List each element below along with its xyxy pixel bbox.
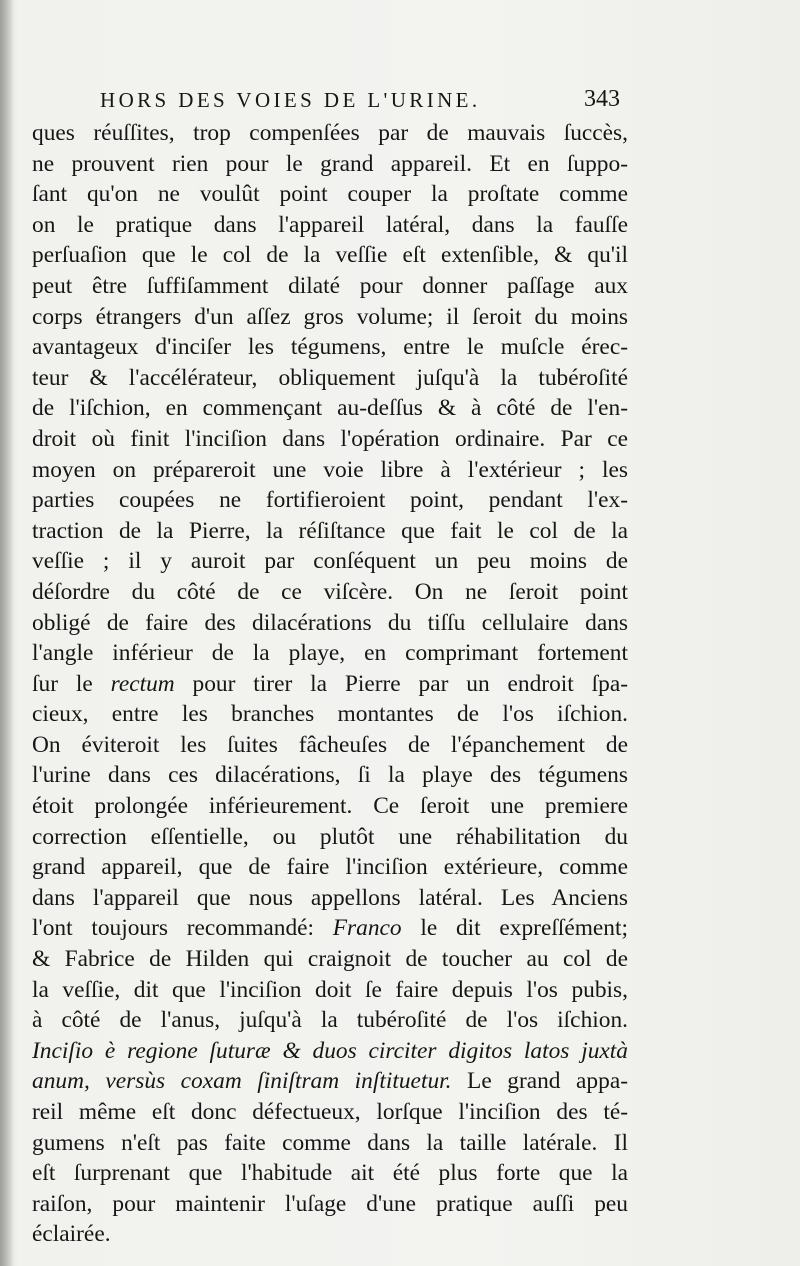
text-line: droit où finit l'inciſion dans l'opération ordinaire. Par ce	[32, 425, 628, 452]
text-line: corps étrangers d'un aſſez gros volume; il ſeroit du moins	[32, 303, 628, 330]
text-line: la veſſie, dit que l'inciſion doit ſe faire depuis l'os pubis,	[32, 976, 628, 1003]
text-line: traction de la Pierre, la réſiſtance que fait le col de la	[32, 517, 628, 544]
text-line: étoit prolongée inférieurement. Ce ſeroit une premiere	[32, 793, 628, 820]
spine-shadow	[0, 0, 14, 1266]
text-line: ne prouvent rien pour le grand appareil. Et en ſuppo-	[32, 150, 628, 177]
text-line: l'angle inférieur de la playe, en comprimant fortement	[32, 640, 628, 667]
text-line	[32, 1066, 628, 1097]
text-line: reil même eſt donc défectueux, lorſque l'inciſion des té-	[32, 1099, 628, 1125]
text-line: cieux, entre les branches montantes de l'os iſchion.	[32, 701, 628, 728]
text-line: eſt ſurprenant que l'habitude ait été plus forte que la	[32, 1160, 628, 1187]
text-line: veſſie ; il y auroit par conſéquent un peu moins de	[32, 548, 628, 575]
text-line: & Fabrice de Hilden qui craignoit de toucher au col de	[32, 946, 628, 973]
text-line: éclairée.	[32, 1221, 111, 1248]
text-line: ſant qu'on ne voulût point couper la proſtate comme	[32, 181, 628, 208]
text-line: dans l'appareil que nous appellons latéral. Les Anciens	[32, 884, 628, 911]
text-line: l'urine dans ces dilacérations, ſi la playe des tégumens	[32, 762, 628, 789]
text-line	[32, 913, 628, 944]
text-line: peut être ſuffiſamment dilaté pour donner paſſage aux	[32, 272, 628, 299]
text-line: gumens n'eſt pas faite comme dans la taille latérale. Il	[32, 1129, 628, 1156]
italic-term: rectum	[110, 670, 175, 697]
text-segment: pour tirer la Pierre par un endroit ſpa-	[174, 670, 628, 697]
text-line: moyen on prépareroit une voie libre à l'extérieur ; les	[32, 456, 628, 483]
text-line: raiſon, pour maintenir l'uſage d'une pratique auſſi peu	[32, 1190, 628, 1217]
italic-term: anum, versùs coxam ſiniſtram inſtituetur.	[32, 1068, 452, 1095]
italic-term: Franco	[332, 915, 402, 942]
text-line	[32, 669, 628, 700]
text-line: avantageux d'inciſer les tégumens, entre le muſcle érec-	[32, 334, 628, 361]
text-line: Inciſio è regione ſuturæ & duos circiter digitos latos juxtà	[32, 1037, 628, 1064]
text-line: à côté de l'anus, juſqu'à la tubéroſité de l'os iſchion.	[32, 1007, 628, 1034]
page-number: 343	[584, 86, 620, 112]
text-line: On éviteroit les ſuites fâcheuſes de l'épanchement de	[32, 731, 628, 758]
text-segment: Le grand appa-	[451, 1068, 628, 1095]
body-text	[32, 118, 628, 1250]
text-line: déſordre du côté de ce viſcère. On ne ſeroit point	[32, 578, 628, 605]
text-segment: ſur le	[32, 670, 111, 697]
text-segment: l'ont toujours recommandé:	[32, 915, 333, 942]
text-line: perſuaſion que le col de la veſſie eſt extenſible, & qu'il	[32, 242, 628, 269]
text-line: ques réuſſites, trop compenſées par de mauvais ſuccès,	[32, 120, 628, 146]
text-line: obligé de faire des dilacérations du tiſſu cellulaire dans	[32, 609, 628, 636]
text-line: de l'iſchion, en commençant au-deſſus & à côté de l'en-	[32, 395, 628, 422]
text-line: teur & l'accélérateur, obliquement juſqu'à la tubéroſité	[32, 364, 628, 391]
text-line: correction eſſentielle, ou plutôt une réhabilitation du	[32, 823, 628, 850]
text-line: grand appareil, que de faire l'inciſion extérieure, comme	[32, 854, 628, 881]
running-head-title: HORS DES VOIES DE L'URINE.	[100, 88, 481, 112]
text-line: on le pratique dans l'appareil latéral, dans la fauſſe	[32, 211, 628, 238]
text-line: parties coupées ne fortifieroient point, pendant l'ex-	[32, 487, 628, 514]
running-head	[100, 84, 620, 118]
text-segment: le dit expreſſément;	[401, 915, 628, 942]
